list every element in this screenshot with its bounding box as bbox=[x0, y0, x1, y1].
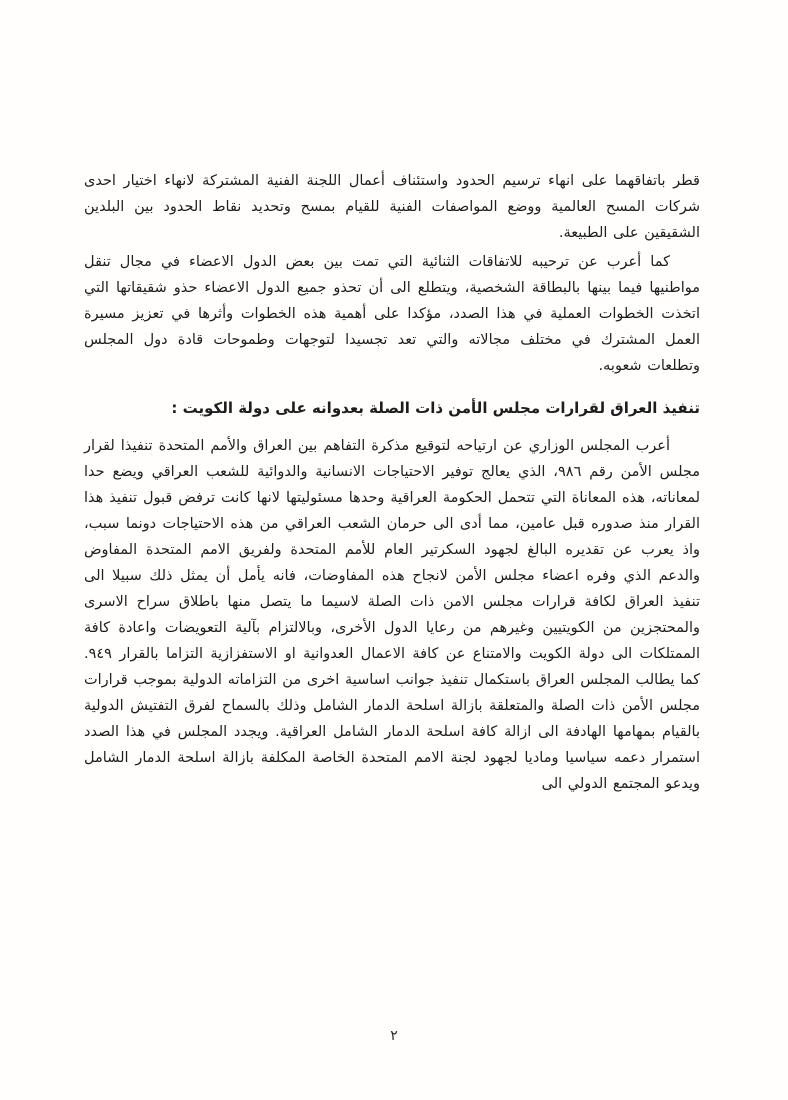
section-heading-iraq-resolutions: تنفيذ العراق لقرارات مجلس الأمن ذات الصلة بعدوانه على دولة الكويت : bbox=[171, 399, 700, 417]
paragraph-border-demarcation: قطر باتفاقهما على انهاء ترسيم الحدود واستئناف أعمال اللجنة الفنية المشتركة لانهاء اختيار احدى شركات المسح العالمية ووضع المواصفات الفنية للقيام بمسح وتحديد نقاط الحدود بين البلدين الشقيقين على الطبيعة. bbox=[84, 173, 700, 241]
page-number: ٢ bbox=[390, 1028, 398, 1044]
page-text bbox=[84, 168, 700, 800]
paragraph-iraq-compliance: أعرب المجلس الوزاري عن ارتياحه لتوقيع مذكرة التفاهم بين العراق والأمم المتحدة تنفيذا لقرار مجلس الأمن رقم ٩٨٦، الذي يعالج توفير الاحتياجات الانسانية والدوائية للشعب العراقي ويضع حدا لمعاناته، هذه المعاناة التي تتحمل الحكومة العراقية وحدها مسئوليتها لانها كانت ترفض قبول تنفيذ هذا القرار منذ صدوره قبل عامين، مما أدى الى حرمان الشعب العراقي من هذه الاحتياجات دونما سبب، واذ يعرب عن تقديره البالغ لجهود السكرتير العام للأمم المتحدة ولفريق الامم المتحدة المفاوض والدعم الذي وفره اعضاء مجلس الأمن لانجاح هذه المفاوضات، فانه يأمل أن يمثل ذلك سبيلا الى تنفيذ العراق لكافة قرارات مجلس الامن ذات الصلة لاسيما ما يتصل منها باطلاق سراح الاسرى والمحتجزين من الكويتيين وغيرهم من رعايا الدول الأخرى، وبالالتزام بآلية التعويضات واعادة كافة الممتلكات الى دولة الكويت والامتناع عن كافة الاعمال العدوانية او الاستفزازية التزاما بالقرار ٩٤٩. كما يطالب المجلس العراق باستكمال تنفيذ جوانب اساسية اخرى من التزاماته الدولية بموجب قرارات مجلس الأمن ذات الصلة والمتعلقة بازالة اسلحة الدمار الشامل وذلك بالسماح لفرق التفتيش الدولية بالقيام بمهامها الهادفة الى ازالة كافة اسلحة الدمار الشامل العراقية. ويجدد المجلس في هذا الصدد استمرار دعمه سياسيا وماديا لجهود لجنة الامم المتحدة الخاصة المكلفة بازالة اسلحة الدمار الشامل ويدعو المجتمع الدولي الى bbox=[84, 438, 701, 792]
paragraph-bilateral-agreements: كما أعرب عن ترحيبه للاتفاقات الثنائية التي تمت بين بعض الدول الاعضاء في مجال تنقل مواطنيها فيما بينها بالبطاقة الشخصية، ويتطلع الى أن تحذو جميع الدول الاعضاء حذو شقيقاتها التي اتخذت الخطوات العملية في هذا الصدد، مؤكدا على أهمية هذه الخطوات وأثرها في تعزيز مسيرة العمل المشترك في مختلف مجالاته والتي تعد تجسيدا لتوجهات وطموحات قادة دول المجلس وتطلعات شعوبه. bbox=[84, 254, 700, 374]
